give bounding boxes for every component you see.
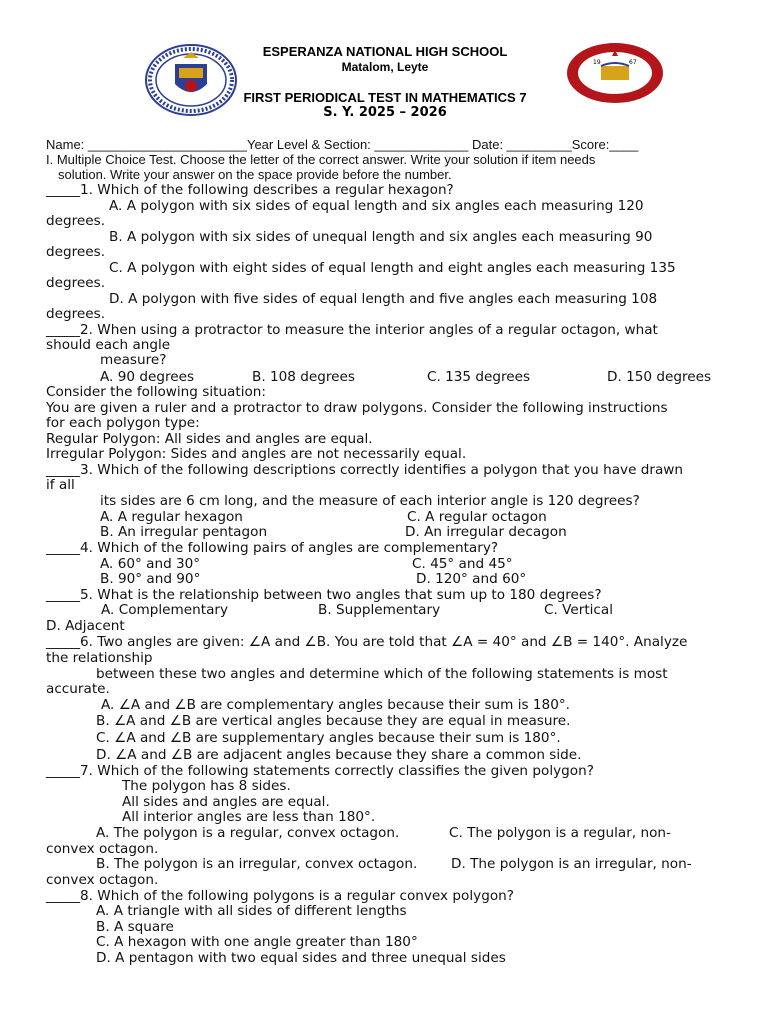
- q5-choice-a: A. Complementary: [101, 602, 229, 618]
- q7-choice-c: C. The polygon is a regular, non-: [449, 825, 671, 841]
- q6-choice-d: D. ∠A and ∠B are adjacent angles because they share a common side.: [96, 747, 582, 763]
- instructions-line-1: I. Multiple Choice Test. Choose the letter of the correct answer. Write your solution if item needs: [46, 152, 596, 167]
- q3-stem-cont-2: its sides are 6 cm long, and the measure of each interior angle is 120 degrees?: [100, 493, 640, 509]
- q8-choice-b: B. A square: [96, 919, 174, 935]
- q4-choice-a: A. 60° and 30°: [100, 556, 201, 572]
- q1-choice-c-cont: degrees.: [46, 275, 106, 291]
- q2-choice-b: B. 108 degrees: [252, 369, 355, 385]
- q6-stem-cont-2: between these two angles and determine which of the following statements is most: [96, 666, 668, 682]
- q7-given-2: All sides and angles are equal.: [122, 794, 330, 810]
- student-info-line: Name: ______________________Year Level & Section: _____________ Date: _________Score:____: [46, 137, 639, 152]
- q1-choice-d: D. A polygon with five sides of equal length and five angles each measuring 108: [109, 291, 658, 307]
- q8-choice-d: D. A pentagon with two equal sides and three unequal sides: [96, 950, 506, 966]
- q4-choice-c: C. 45° and 45°: [412, 556, 513, 572]
- q5-choice-c: C. Vertical: [544, 602, 614, 618]
- q6-choice-b: B. ∠A and ∠B are vertical angles because they are equal in measure.: [96, 713, 571, 729]
- q2-choice-c: C. 135 degrees: [427, 369, 531, 385]
- q8-choice-c: C. A hexagon with one angle greater than 180°: [96, 934, 418, 950]
- q1-choice-a-cont: degrees.: [46, 213, 106, 229]
- q6-stem-cont-3: accurate.: [46, 681, 110, 697]
- q4-choice-b: B. 90° and 90°: [100, 571, 201, 587]
- test-title: FIRST PERIODICAL TEST IN MATHEMATICS 7: [243, 90, 527, 105]
- q6-choice-c: C. ∠A and ∠B are supplementary angles because their sum is 180°.: [96, 730, 561, 746]
- q2-choice-a: A. 90 degrees: [100, 369, 195, 385]
- q8-stem: _____8. Which of the following polygons is a regular convex polygon?: [46, 888, 514, 904]
- q3-choice-a: A. A regular hexagon: [100, 509, 243, 525]
- situation-regular-def: Regular Polygon: All sides and angles are equal.: [46, 431, 373, 447]
- instructions-line-2: solution. Write your answer on the space provide before the number.: [58, 167, 452, 182]
- q7-choice-a: A. The polygon is a regular, convex octagon.: [96, 825, 400, 841]
- q1-choice-d-cont: degrees.: [46, 306, 106, 322]
- q7-choice-d: D. The polygon is an irregular, non-: [451, 856, 692, 872]
- q7-stem: _____7. Which of the following statements correctly classifies the given polygon?: [46, 763, 594, 779]
- q5-stem: _____5. What is the relationship between two angles that sum up to 180 degrees?: [46, 587, 602, 603]
- school-name: ESPERANZA NATIONAL HIGH SCHOOL: [262, 44, 508, 59]
- q3-stem: _____3. Which of the following descriptions correctly identifies a polygon that you have drawn: [46, 462, 684, 478]
- q7-choice-d-cont: convex octagon.: [46, 872, 159, 888]
- q7-choice-b: B. The polygon is an irregular, convex octagon.: [96, 856, 418, 872]
- q5-choice-b: B. Supplementary: [318, 602, 441, 618]
- q7-choice-c-cont: convex octagon.: [46, 841, 159, 857]
- school-year: S. Y. 2025 – 2026: [323, 105, 447, 120]
- school-seal-logo: [566, 42, 664, 104]
- q2-stem: _____2. When using a protractor to measure the interior angles of a regular octagon, what: [46, 322, 658, 338]
- q4-choice-d: D. 120° and 60°: [416, 571, 527, 587]
- q4-stem: _____4. Which of the following pairs of angles are complementary?: [46, 540, 499, 556]
- q2-stem-cont-2: measure?: [100, 352, 167, 368]
- seal-year-left: 19: [593, 59, 601, 66]
- situation-line-3: for each polygon type:: [46, 415, 200, 431]
- q6-choice-a: A. ∠A and ∠B are complementary angles because their sum is 180°.: [101, 697, 570, 713]
- q1-choice-a: A. A polygon with six sides of equal length and six angles each measuring 120: [109, 198, 644, 214]
- q3-choice-c: C. A regular octagon: [407, 509, 547, 525]
- q3-choice-b: B. An irregular pentagon: [100, 524, 268, 540]
- q2-choice-d: D. 150 degrees: [607, 369, 712, 385]
- seal-year-right: 67: [629, 59, 637, 66]
- q1-choice-c: C. A polygon with eight sides of equal length and eight angles each measuring 135: [109, 260, 676, 276]
- q2-stem-cont: should each angle: [46, 337, 171, 353]
- q1-stem: _____1. Which of the following describes a regular hexagon?: [46, 182, 454, 198]
- q3-stem-cont: if all: [46, 477, 75, 493]
- situation-line-2: You are given a ruler and a protractor to draw polygons. Consider the following instructions: [46, 400, 668, 416]
- q6-stem-cont: the relationship: [46, 650, 153, 666]
- q3-choice-d: D. An irregular decagon: [405, 524, 567, 540]
- q6-stem: _____6. Two angles are given: ∠A and ∠B. You are told that ∠A = 40° and ∠B = 140°. Analyze: [46, 634, 688, 650]
- q1-choice-b-cont: degrees.: [46, 244, 106, 260]
- school-location: Matalom, Leyte: [341, 60, 429, 74]
- situation-intro: Consider the following situation:: [46, 384, 267, 400]
- q5-choice-d: D. Adjacent: [46, 618, 125, 634]
- situation-irregular-def: Irregular Polygon: Sides and angles are not necessarily equal.: [46, 446, 467, 462]
- q8-choice-a: A. A triangle with all sides of different lengths: [96, 903, 407, 919]
- q1-choice-b: B. A polygon with six sides of unequal length and six angles each measuring 90: [109, 229, 653, 245]
- q7-given-3: All interior angles are less than 180°.: [122, 809, 376, 825]
- q7-given-1: The polygon has 8 sides.: [122, 778, 291, 794]
